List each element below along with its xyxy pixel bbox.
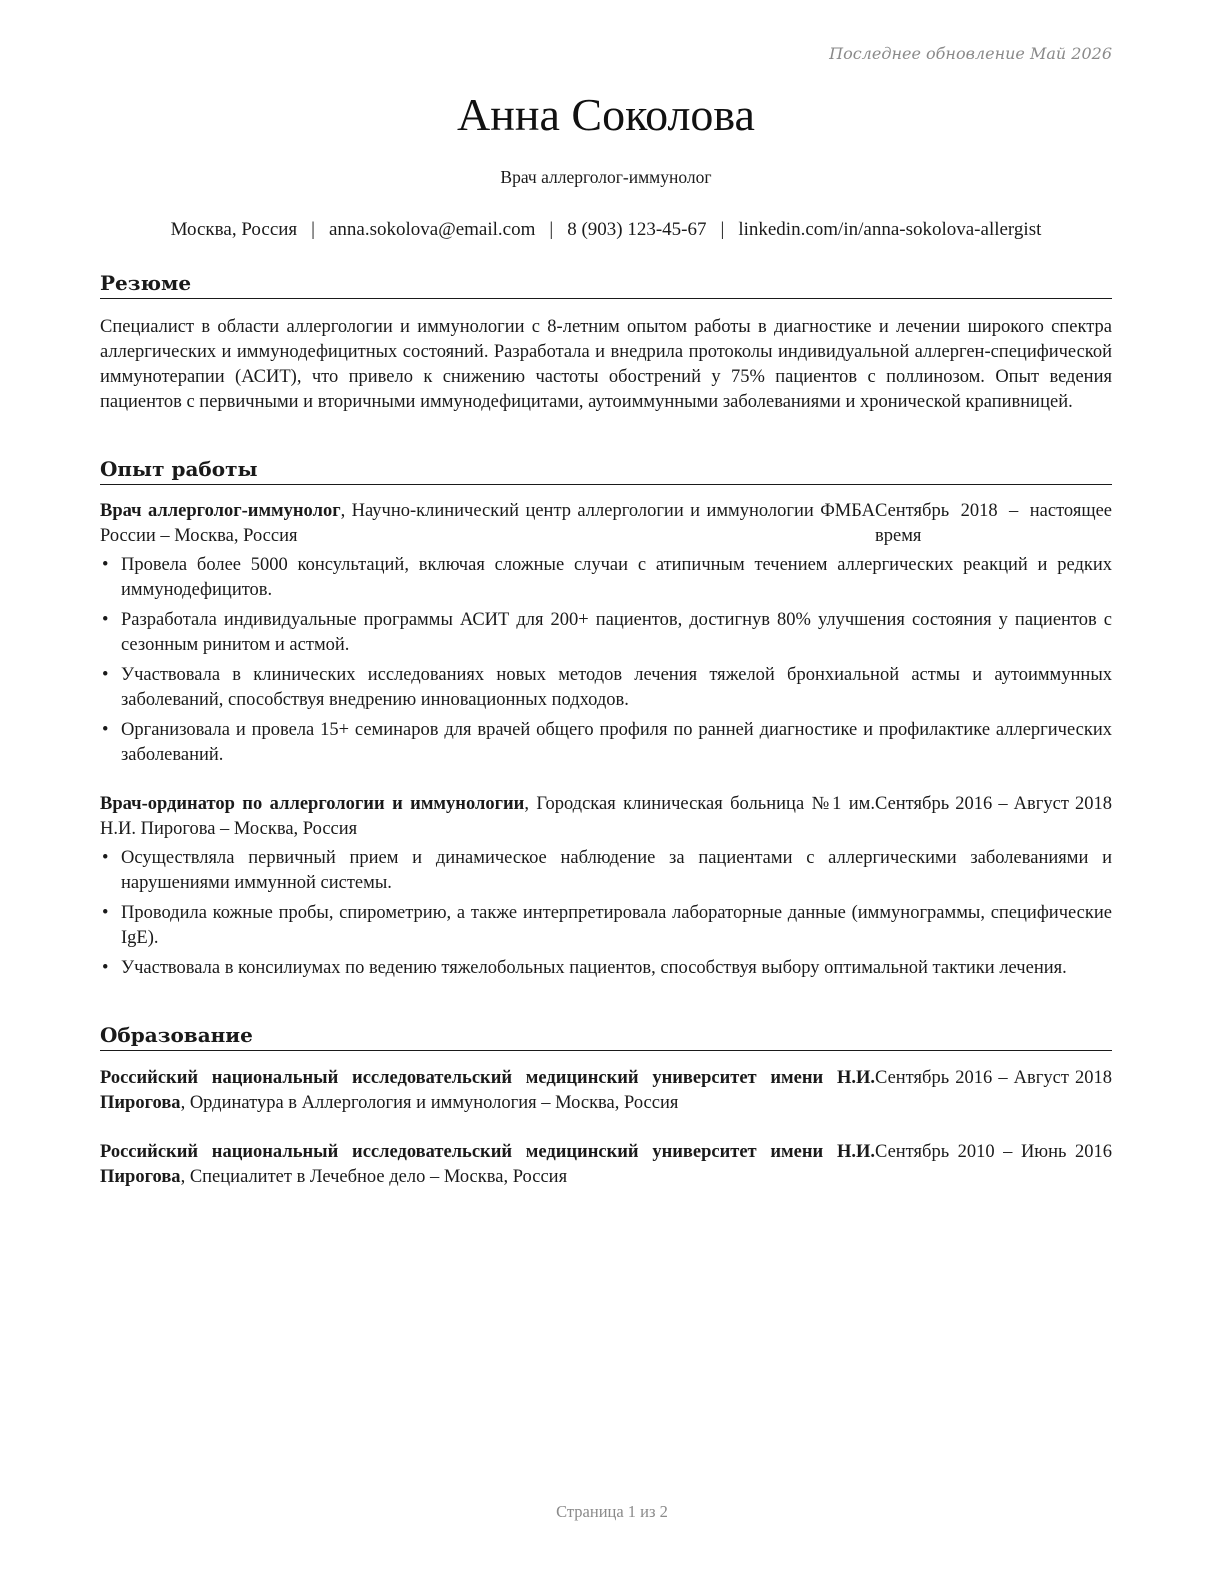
education-institution: Российский национальный исследовательский медицинский университет имени Н.И. Пирогова [100, 1068, 875, 1113]
section-title-summary: Резюме [100, 270, 1112, 299]
candidate-name: Анна Соколова [457, 89, 755, 140]
contact-phone[interactable]: 8 (903) 123-45-67 [567, 219, 707, 240]
contact-separator: | [311, 219, 315, 240]
education-entry [100, 1140, 1112, 1190]
education-details: , Ординатура в Аллергология и иммунология – Москва, Россия [180, 1093, 679, 1113]
job-position: Врач-ординатор по аллергологии и иммунологии [100, 794, 525, 814]
contact-email[interactable]: anna.sokolova@email.com [328, 219, 536, 240]
list-item: • Проводила кожные пробы, спирометрию, а также интерпретировала лабораторные данные (иммунограммы, специфические IgE). [102, 903, 1112, 948]
contact-linkedin[interactable]: linkedin.com/in/anna-sokolova-allergist [738, 219, 1042, 240]
bullet-icon: • [102, 555, 109, 575]
list-item: • Участвовала в клинических исследованиях новых методов лечения тяжелой бронхиальной астмы и аутоиммунных заболеваний, способствуя внедрению инновационных подходов. [102, 665, 1112, 710]
bullet-icon: • [102, 665, 109, 685]
list-item: • Провела более 5000 консультаций, включая сложные случаи с атипичным течением аллергических реакций и редких иммунодефицитов. [102, 555, 1112, 600]
job-position: Врач аллерголог-иммунолог [100, 501, 341, 521]
resume-page [100, 0, 1112, 1584]
job-dates: Сентябрь 2016 – Август 2018 [875, 794, 1112, 814]
summary-text: Специалист в области аллергологии и иммунологии с 8-летним опытом работы в диагностике и лечении широкого спектра аллергических и иммунодефицитных состояний. Разработала и внедрила протоколы индивидуальной аллерген-специфической иммунотерапии (АСИТ), что привело к снижению частоты обострений у 75% пациентов с поллинозом. Опыт ведения пациентов с первичными и вторичными иммунодефицитами, аутоиммунными заболеваниями и хронической крапивницей. [100, 317, 1112, 412]
education-institution: Российский национальный исследовательский медицинский университет имени Н.И. Пирогова [100, 1142, 875, 1187]
bullet-icon: • [102, 958, 109, 978]
bullet-icon: • [102, 903, 109, 923]
bullet-icon: • [102, 848, 109, 868]
contact-separator: | [549, 219, 554, 240]
last-updated: Последнее обновление Май 2026 [829, 44, 1112, 63]
education-dates: Сентябрь 2016 – Август 2018 [875, 1068, 1112, 1088]
education-header [100, 1140, 1112, 1190]
contact-separator: | [720, 219, 725, 240]
contact-location: Москва, Россия [170, 219, 298, 240]
job-dates: Сентябрь 2018 – настоящее время [875, 501, 1112, 546]
list-item: • Организовала и провела 15+ семинаров для врачей общего профиля по ранней диагностике и профилактике аллергических заболеваний. [102, 720, 1112, 765]
page-number: Страница 1 из 2 [556, 1502, 668, 1521]
bullet-icon: • [102, 720, 109, 740]
education-entry [100, 1066, 1112, 1116]
job-organization: , Научно-клинический центр аллергологии и иммунологии ФМБА России – Москва, Россия [100, 501, 876, 546]
section-title-experience: Опыт работы [100, 456, 1112, 485]
bullet-icon: • [102, 610, 109, 630]
education-title-line [100, 1066, 875, 1116]
job-entry [100, 499, 1112, 773]
education-header [100, 1066, 1112, 1116]
job-entry [100, 792, 1112, 986]
job-bullets [100, 553, 1112, 768]
education-title-line [100, 1140, 875, 1190]
list-item: • Осуществляла первичный прием и динамическое наблюдение за пациентами с аллергическими заболеваниями и нарушениями иммунной системы. [102, 848, 1112, 893]
candidate-role: Врач аллерголог-иммунолог [500, 167, 712, 187]
contact-line [100, 219, 1112, 241]
education-details: , Специалитет в Лечебное дело – Москва, Россия [180, 1167, 568, 1187]
education-dates: Сентябрь 2010 – Июнь 2016 [875, 1142, 1112, 1162]
job-bullets [100, 846, 1112, 981]
section-title-education: Образование [100, 1022, 1112, 1051]
job-title-line [100, 499, 875, 549]
job-header [100, 792, 1112, 842]
job-title-line [100, 792, 875, 842]
job-header [100, 499, 1112, 549]
job-organization: , Городская клиническая больница №1 им. Н.И. Пирогова – Москва, Россия [100, 794, 875, 839]
list-item: • Участвовала в консилиумах по ведению тяжелобольных пациентов, способствуя выбору оптимальной тактики лечения. [100, 956, 1112, 981]
list-item: • Разработала индивидуальные программы АСИТ для 200+ пациентов, достигнув 80% улучшения состояния у пациентов с сезонным ринитом и астмой. [102, 610, 1112, 655]
